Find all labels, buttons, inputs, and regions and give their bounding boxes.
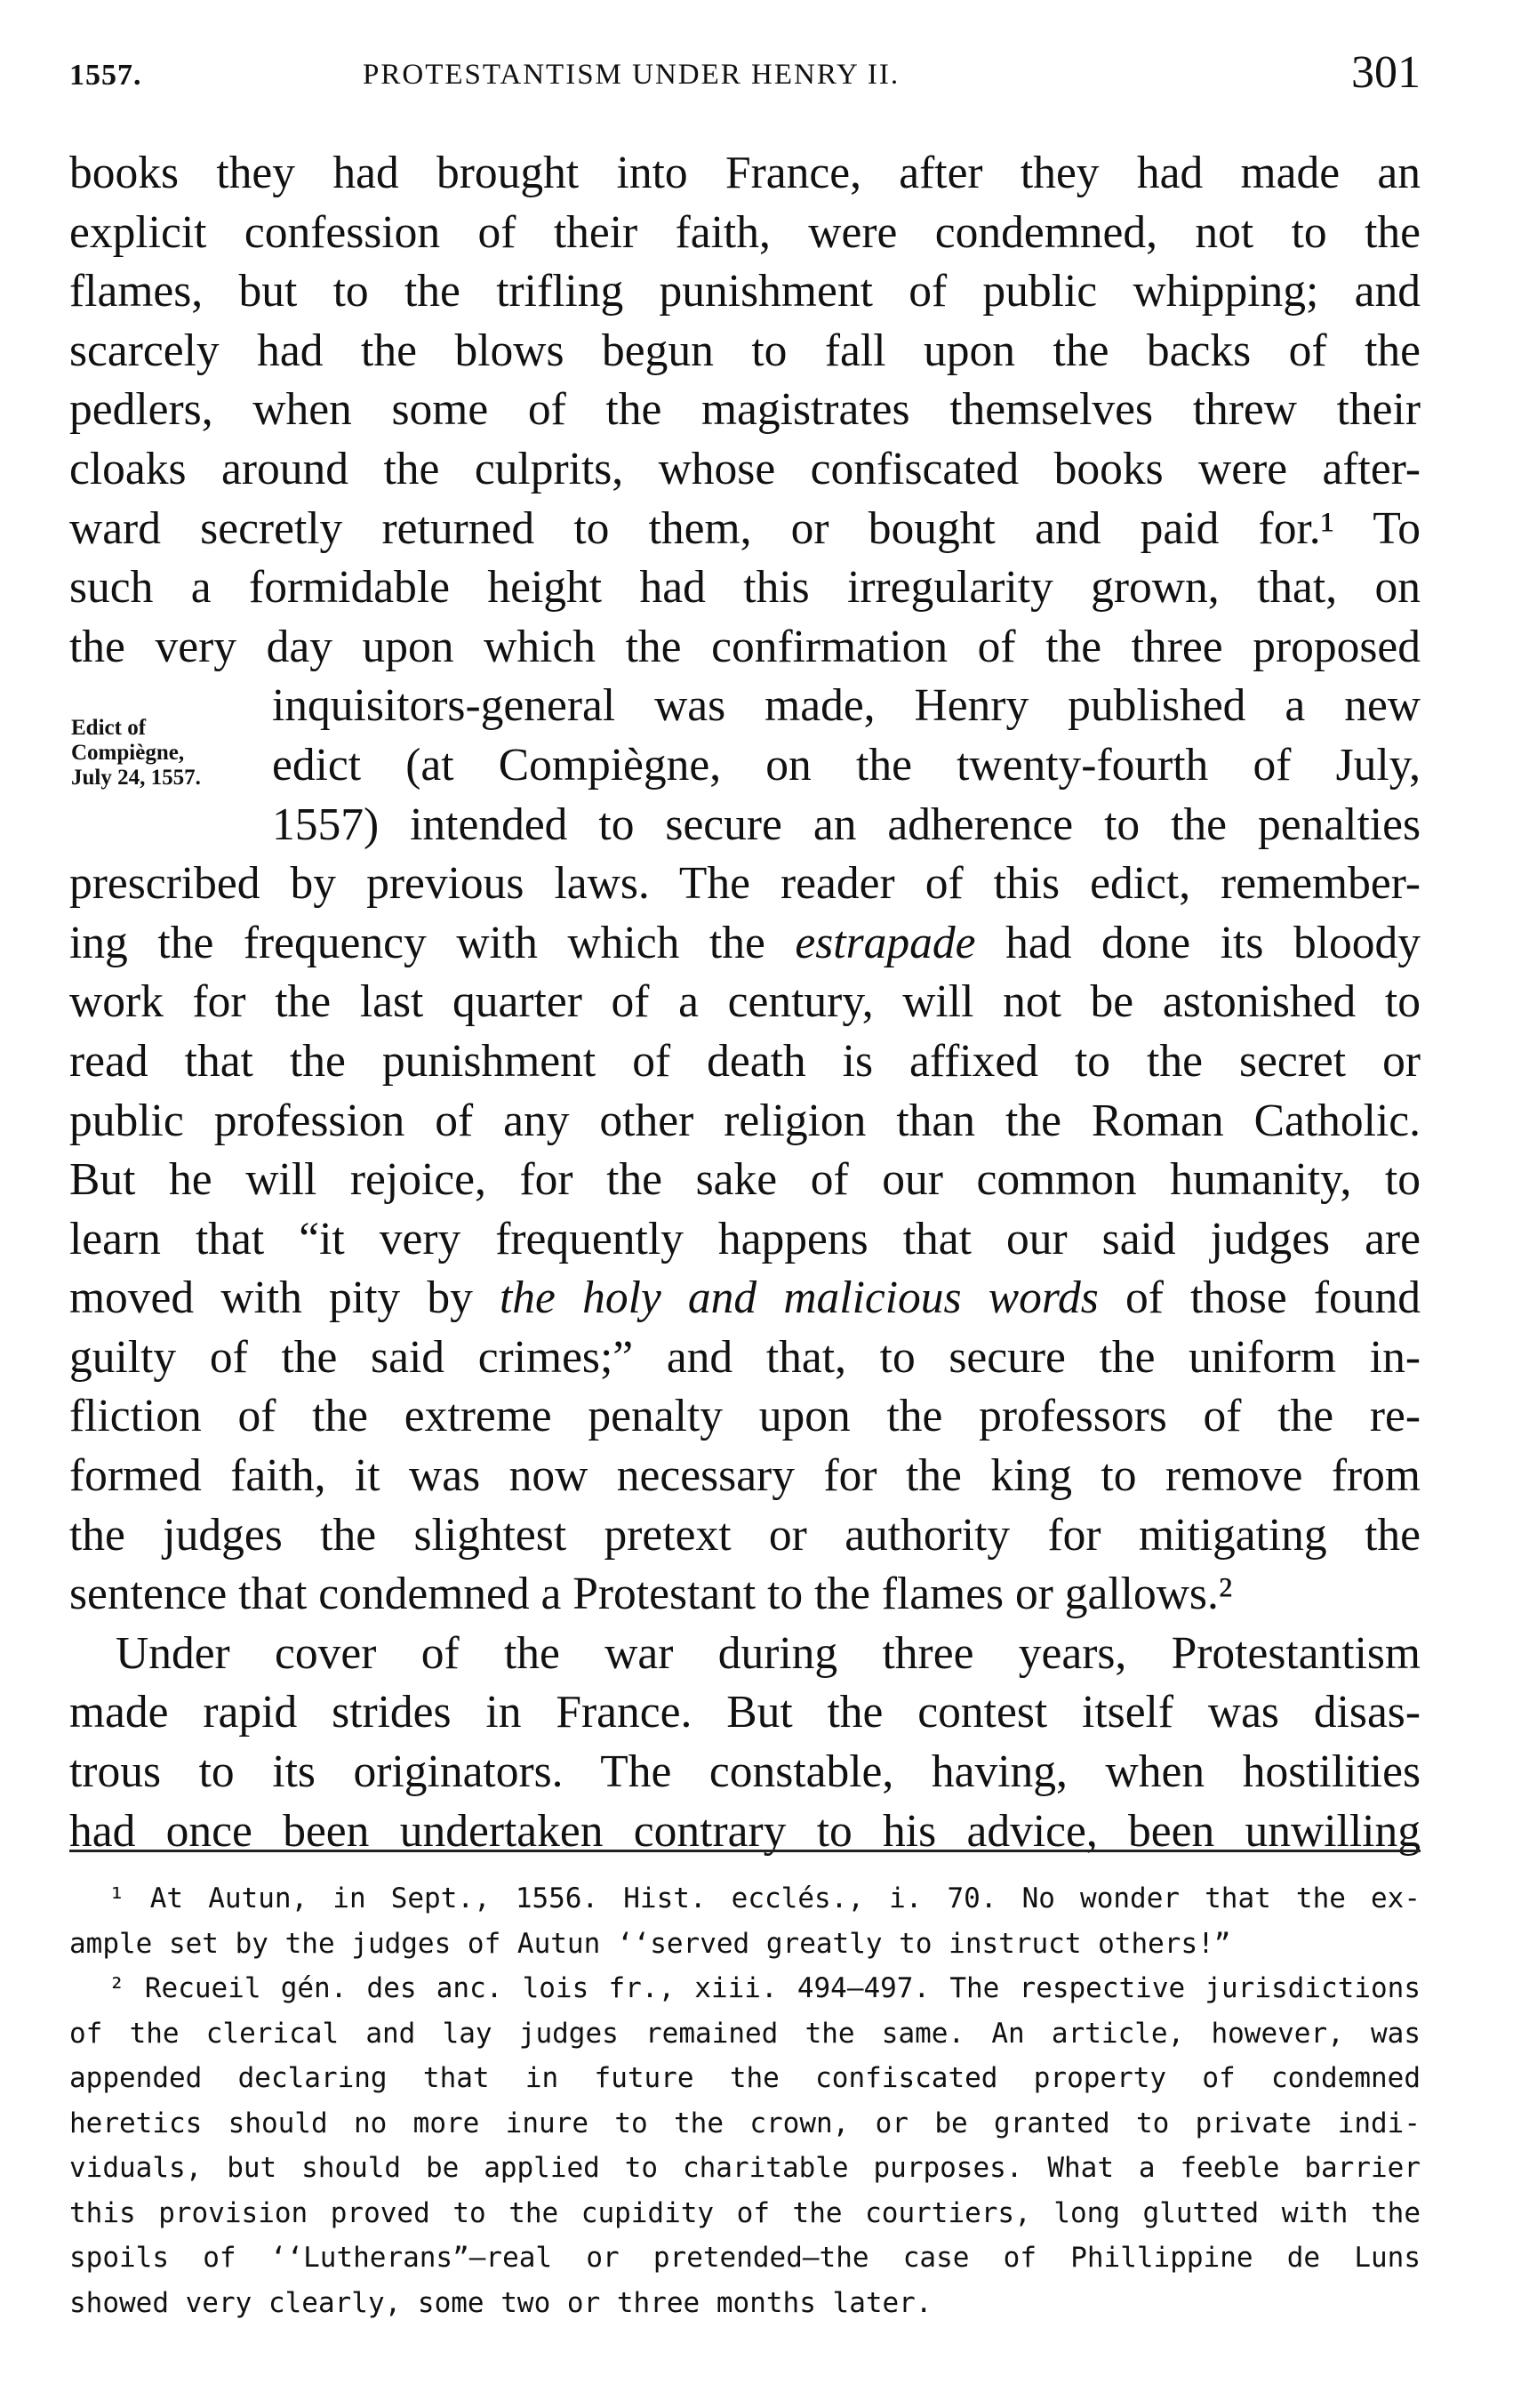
- footnote-line: ² Recueil gén. des anc. lois fr., xiii. 494–497. The respective jurisdictions: [108, 1972, 1421, 2004]
- text-line: inquisitors-general was made, Henry published a new: [272, 680, 1421, 732]
- footnotes: [69, 1876, 1421, 2325]
- italic-quote: the holy and malicious words: [500, 1272, 1099, 1324]
- footnote-line: this provision proved to the cupidity of the courtiers, long glutted with the: [69, 2196, 1421, 2229]
- italic-term: estrapade: [795, 917, 976, 968]
- text-line: scarcely had the blows begun to fall upon the backs of the: [69, 325, 1421, 376]
- text-line: books they had brought into France, after they had made an: [69, 148, 1421, 198]
- margin-note-line: Compiègne,: [71, 741, 185, 765]
- text-segment: of those found: [1125, 1272, 1421, 1324]
- text-line: But he will rejoice, for the sake of our common humanity, to: [69, 1154, 1421, 1206]
- body-text: [69, 144, 1421, 1861]
- text-line: work for the last quarter of a century, will not be astonished to: [69, 976, 1421, 1028]
- text-segment: moved with pity by: [69, 1272, 473, 1324]
- text-line: read that the punishment of death is affixed to the secret or: [69, 1035, 1421, 1087]
- footnote-line: heretics should no more inure to the crown, or be granted to private indi-: [69, 2107, 1421, 2139]
- text-line: 1557) intended to secure an adherence to the penalties: [272, 799, 1421, 850]
- text-segment: ing the frequency with which the: [69, 917, 765, 968]
- text-line: prescribed by previous laws. The reader of this edict, remember-: [69, 858, 1421, 910]
- text-line: Under cover of the war during three years, Protestantism: [116, 1627, 1421, 1679]
- footnote-line: appended declaring that in future the confiscated property of condemned: [69, 2062, 1421, 2094]
- footnote-divider: [69, 1850, 1421, 1852]
- margin-note-line: Edict of: [71, 716, 147, 740]
- text-line: such a formidable height had this irregularity grown, that, on: [69, 562, 1421, 614]
- text-line: cloaks around the culprits, whose confiscated books were after-: [69, 443, 1421, 494]
- text-line: public profession of any other religion than the Roman Catholic.: [69, 1095, 1421, 1146]
- running-head-year: 1557.: [69, 59, 142, 92]
- text-line: sentence that condemned a Protestant to the flames or gallows.²: [69, 1569, 1233, 1620]
- text-line: trous to its originators. The constable, having, when hostilities: [69, 1746, 1421, 1798]
- text-line: fliction of the extreme penalty upon the professors of the re-: [69, 1391, 1421, 1442]
- text-line: learn that “it very frequently happens that our said judges are: [69, 1213, 1421, 1264]
- footnote-line: of the clerical and lay judges remained the same. An article, however, was: [69, 2017, 1421, 2050]
- footnote-line: spoils of ‘‘Lutherans”—real or pretended—the case of Phillippine de Luns: [69, 2242, 1421, 2274]
- text-line: the judges the slightest pretext or authority for mitigating the: [69, 1509, 1421, 1561]
- text-line: had once been undertaken contrary to his advice, been unwilling: [69, 1805, 1421, 1857]
- text-line: formed faith, it was now necessary for the king to remove from: [69, 1450, 1421, 1502]
- text-line: explicit confession of their faith, were condemned, not to the: [69, 206, 1421, 258]
- page-number: 301: [1351, 47, 1421, 98]
- running-head: [69, 46, 1421, 108]
- text-line: flames, but to the trifling punishment of public whipping; and: [69, 266, 1421, 317]
- margin-note-line: July 24, 1557.: [71, 766, 201, 790]
- running-head-title: PROTESTANTISM UNDER HENRY II.: [363, 59, 901, 91]
- text-line: the very day upon which the confirmation of the three proposed: [69, 621, 1421, 672]
- text-line: [69, 1269, 1421, 1328]
- text-line: [69, 914, 1421, 974]
- footnote-line: ¹ At Autun, in Sept., 1556. Hist. ecclés., i. 70. No wonder that the ex-: [108, 1882, 1421, 1914]
- text-line: pedlers, when some of the magistrates themselves threw their: [69, 384, 1421, 436]
- text-line: ward secretly returned to them, or bought and paid for.¹ To: [69, 502, 1421, 554]
- footnote-line: showed very clearly, some two or three months later.: [69, 2286, 933, 2319]
- text-line: guilty of the said crimes;” and that, to secure the uniform in-: [69, 1331, 1421, 1383]
- footnote-line: viduals, but should be applied to charitable purposes. What a feeble barrier: [69, 2152, 1421, 2184]
- footnote-line: ample set by the judges of Autun ‘‘served greatly to instruct others!”: [69, 1927, 1231, 1960]
- text-line: edict (at Compiègne, on the twenty-fourth of July,: [272, 739, 1421, 791]
- text-line: made rapid strides in France. But the contest itself was disas-: [69, 1687, 1421, 1738]
- text-segment: had done its bloody: [1005, 917, 1421, 968]
